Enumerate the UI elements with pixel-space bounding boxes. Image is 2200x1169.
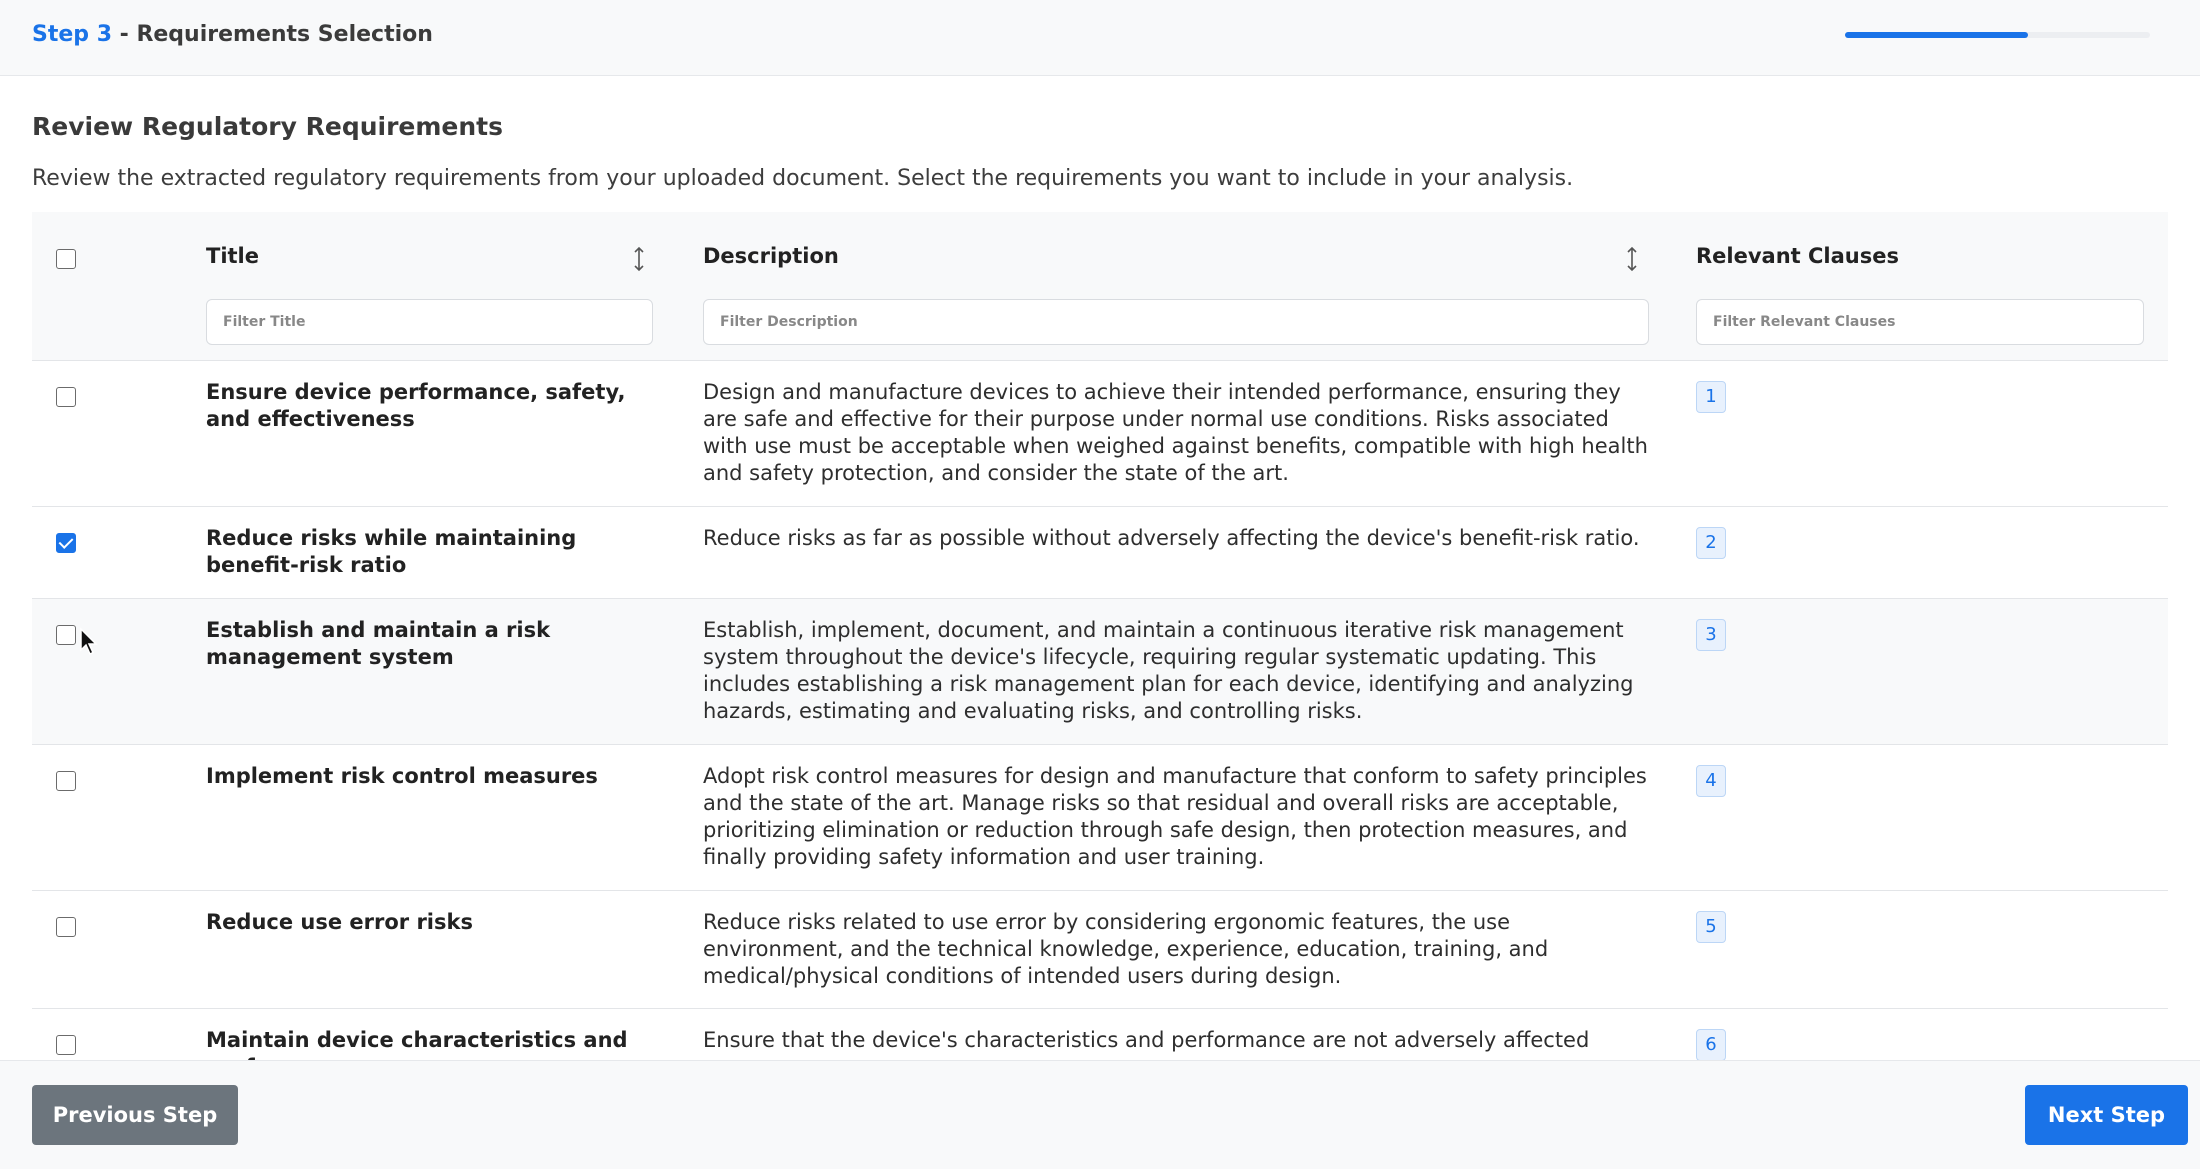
requirement-description: Adopt risk control measures for design and manufacture that conform to safety principles and the state of the art. Manage risks so that residual and overall risks are acceptable, prioritizing elimination or reduction through safe design, then protection measures, and finally providing safety information and user training.	[703, 764, 1647, 869]
next-step-button[interactable]: Next Step	[2025, 1085, 2188, 1145]
requirement-description: Reduce risks as far as possible without adversely affecting the device's benefit-risk ratio.	[703, 526, 1640, 550]
section-description: Review the extracted regulatory requirements from your uploaded document. Select the requirements you want to include in your analysis.	[32, 166, 1574, 191]
step-header	[0, 0, 2200, 76]
previous-step-button[interactable]: Previous Step	[32, 1085, 238, 1145]
row-checkbox[interactable]	[56, 625, 76, 645]
clause-badge[interactable]: 2	[1696, 527, 1726, 559]
clause-badge[interactable]: 6	[1696, 1029, 1726, 1061]
sort-description-icon[interactable]	[1625, 246, 1639, 272]
row-checkbox[interactable]	[56, 387, 76, 407]
clause-badge[interactable]: 3	[1696, 619, 1726, 651]
requirement-description: Establish, implement, document, and maintain a continuous iterative risk management system throughout the device's lifecycle, requiring regular systematic updating. This includes establishing a risk management plan for each device, identifying and analyzing hazards, estimating and evaluating risks, and controlling risks.	[703, 618, 1634, 723]
requirement-description: Ensure that the device's characteristics and performance are not adversely affected	[703, 1028, 1590, 1052]
requirement-title: Reduce risks while maintaining benefit-risk ratio	[206, 526, 577, 577]
clause-badge[interactable]: 4	[1696, 765, 1726, 797]
step-name: - Requirements Selection	[112, 22, 433, 47]
clause-badge[interactable]: 5	[1696, 911, 1726, 943]
row-checkbox[interactable]	[56, 771, 76, 791]
requirement-title: Establish and maintain a risk management system	[206, 618, 551, 669]
table-row[interactable]	[32, 599, 2168, 745]
row-checkbox[interactable]	[56, 917, 76, 937]
requirement-description: Design and manufacture devices to achieve their intended performance, ensuring they are safe and effective for their purpose under normal use conditions. Risks associated with use must be acceptable when weighed against benefits, compatible with high health and safety protection, and consider the state of the art.	[703, 380, 1648, 485]
progress-bar	[1845, 32, 2150, 38]
select-all-checkbox[interactable]	[56, 249, 76, 269]
filter-relevant-clauses-input[interactable]	[1696, 299, 2144, 345]
column-header-description[interactable]: Description	[703, 244, 839, 268]
requirement-title: Ensure device performance, safety, and effectiveness	[206, 380, 626, 431]
requirement-title: Maintain device characteristics and	[206, 1028, 628, 1052]
table-row[interactable]	[32, 507, 2168, 599]
requirements-table	[32, 212, 2168, 1060]
progress-bar-fill	[1845, 32, 2028, 38]
table-row[interactable]	[32, 891, 2168, 1009]
table-row[interactable]	[32, 745, 2168, 891]
table-header	[32, 212, 2168, 361]
step-title	[32, 22, 433, 47]
requirement-description: Reduce risks related to use error by considering ergonomic features, the use environment, and the technical knowledge, experience, education, training, and medical/physical conditions of intended users during design.	[703, 910, 1549, 988]
filter-title-input[interactable]	[206, 299, 653, 345]
table-row[interactable]	[32, 361, 2168, 507]
requirement-title: Implement risk control measures	[206, 764, 598, 788]
mouse-cursor-icon	[80, 628, 100, 656]
requirement-title: Reduce use error risks	[206, 910, 473, 934]
row-checkbox[interactable]	[56, 1035, 76, 1055]
column-header-relevant-clauses: Relevant Clauses	[1696, 244, 1899, 268]
sort-title-icon[interactable]	[632, 246, 646, 272]
wizard-footer	[0, 1060, 2200, 1169]
column-header-title[interactable]: Title	[206, 244, 260, 268]
filter-description-input[interactable]	[703, 299, 1649, 345]
step-number: Step 3	[32, 22, 112, 47]
row-checkbox[interactable]	[56, 533, 76, 553]
clause-badge[interactable]: 1	[1696, 381, 1726, 413]
section-heading: Review Regulatory Requirements	[32, 112, 504, 141]
